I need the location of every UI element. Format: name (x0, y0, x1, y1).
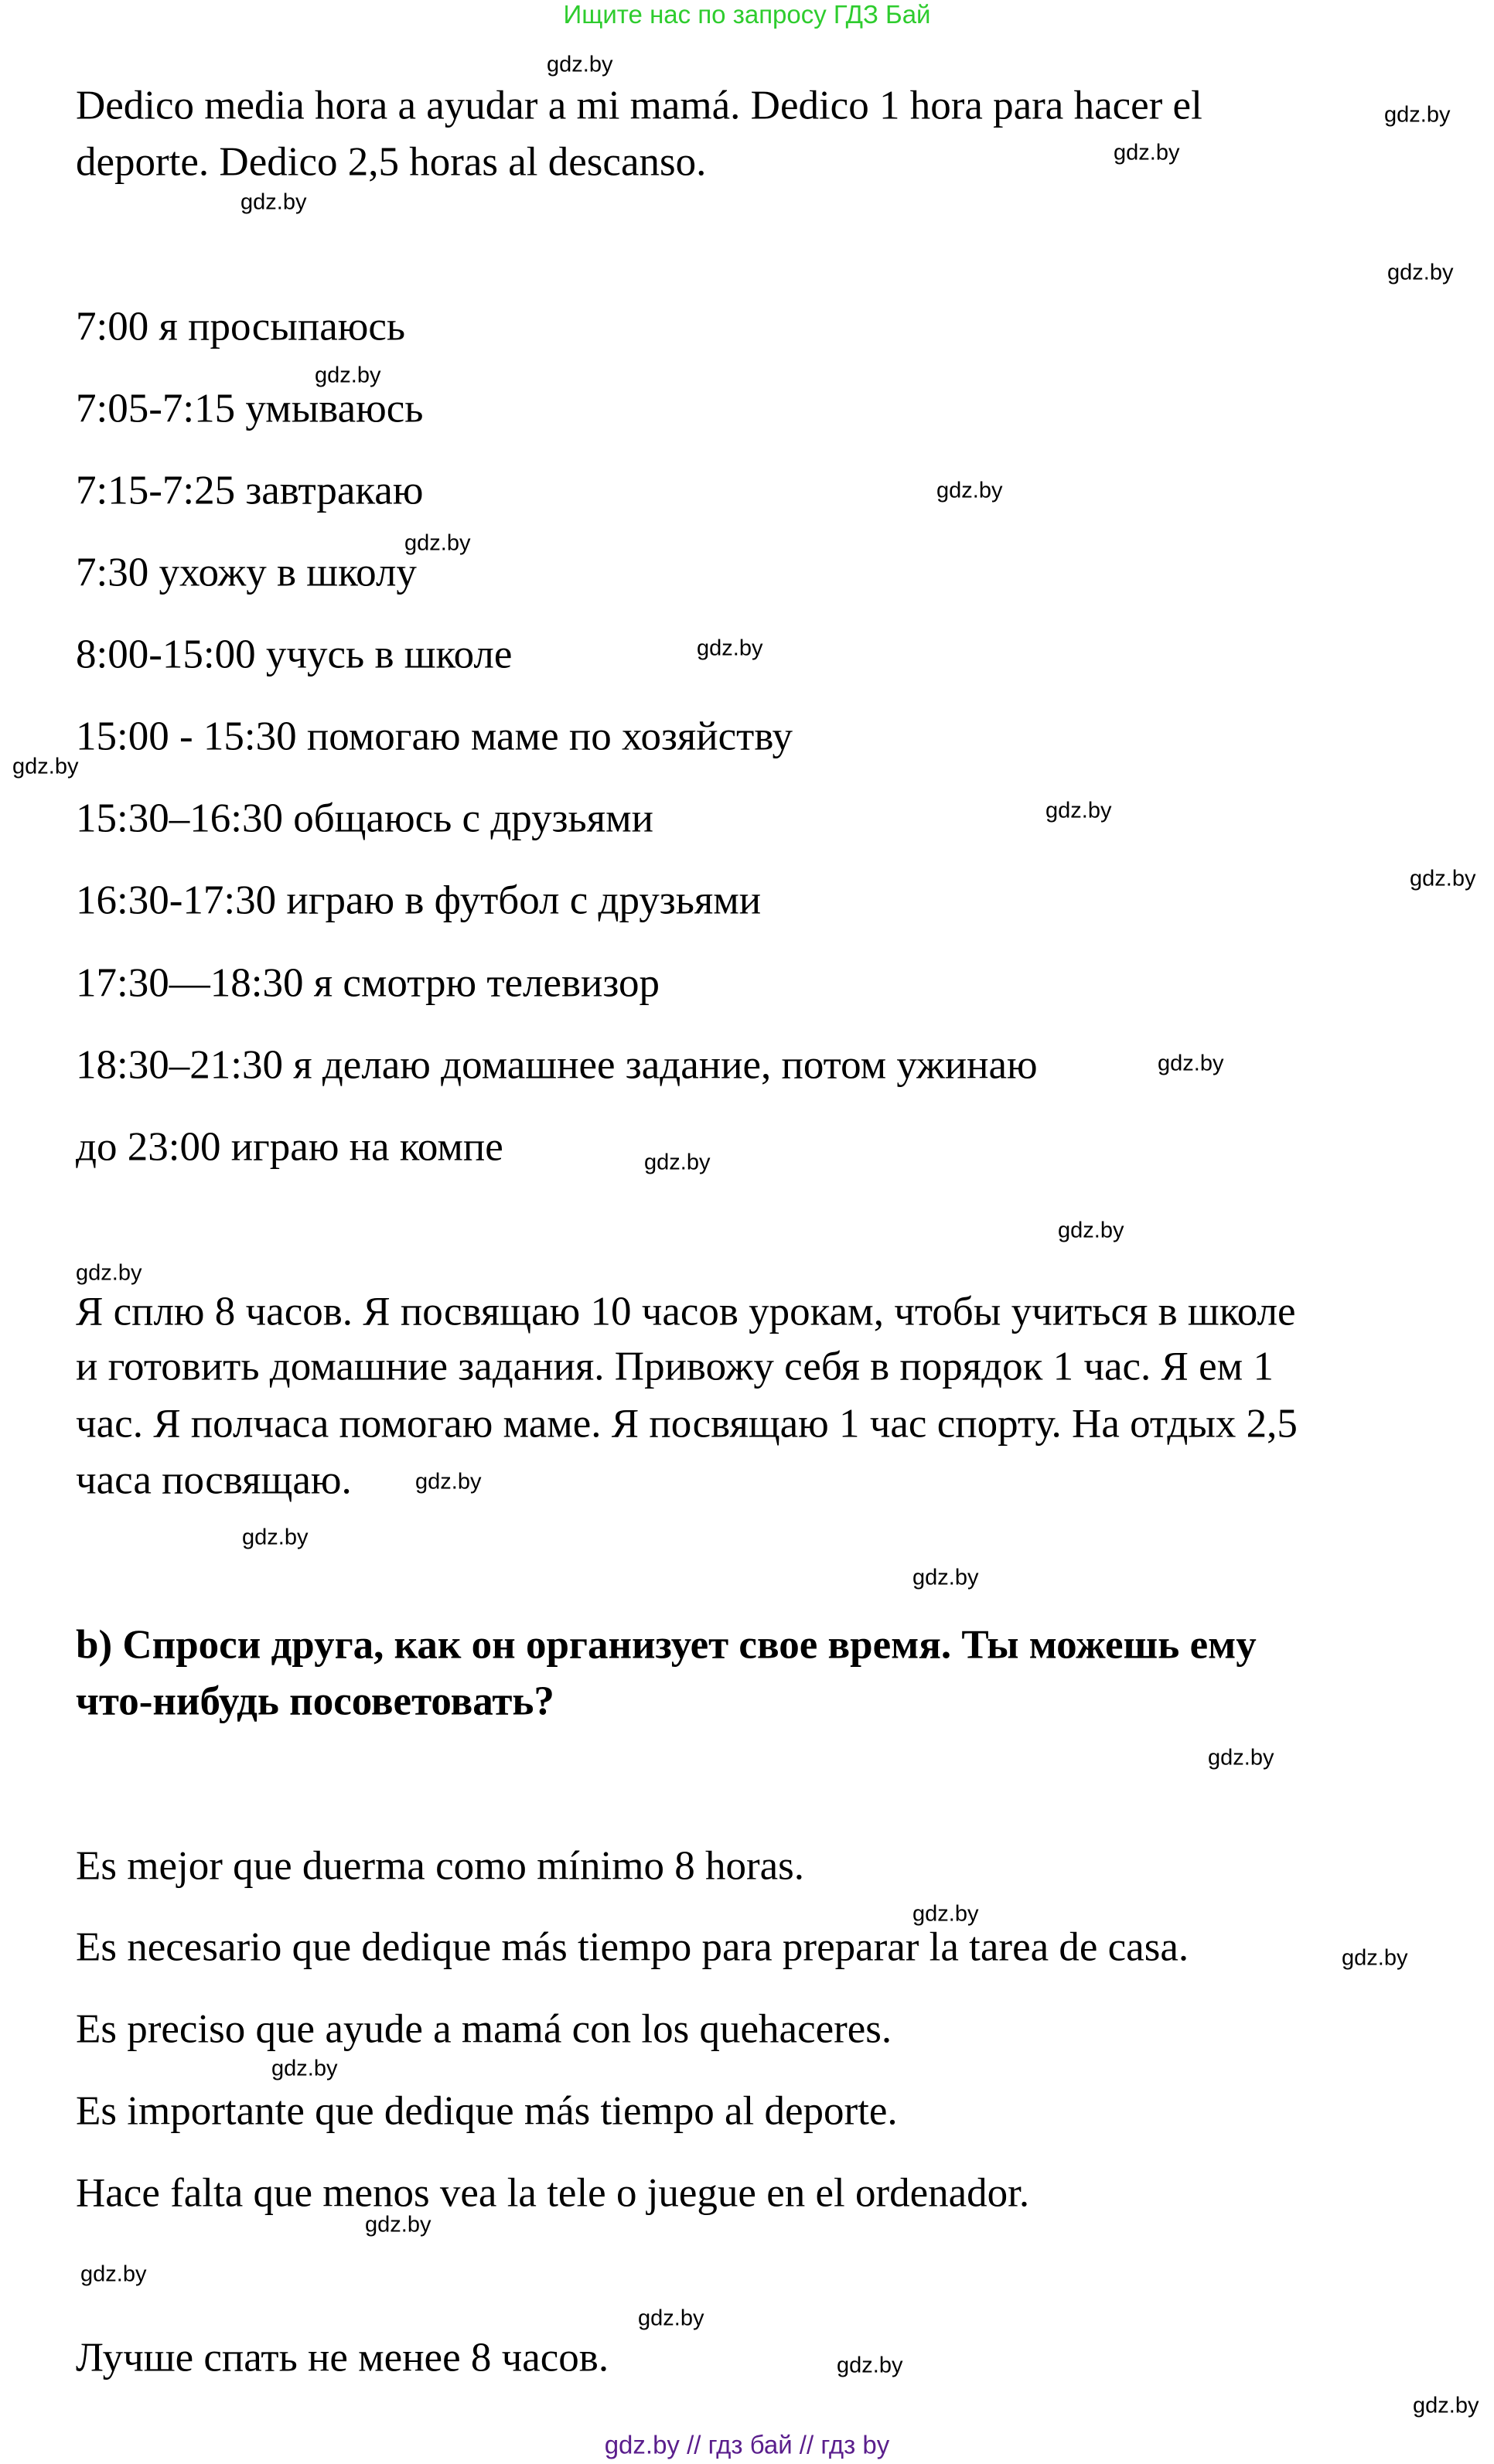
watermark: gdz.by (80, 2261, 147, 2287)
watermark: gdz.by (415, 1469, 482, 1494)
intro-line-1: Dedico media hora a ayudar a mi mamá. Dedico 1 hora para hacer el (76, 83, 1202, 128)
schedule-item: до 23:00 играю на компе (76, 1124, 503, 1170)
watermark: gdz.by (638, 2306, 704, 2331)
watermark: gdz.by (1387, 260, 1454, 285)
schedule-item: 7:00 я просыпаюсь (76, 304, 406, 349)
task-b-heading-line-2: что-нибудь посоветовать? (76, 1678, 554, 1724)
watermark: gdz.by (404, 530, 471, 556)
watermark: gdz.by (365, 2212, 431, 2237)
advice-es-item: Es preciso que ayude a mamá con los quehaceres. (76, 2006, 892, 2052)
ru-paragraph-line-4: часа посвящаю. (76, 1457, 352, 1503)
watermark: gdz.by (1058, 1218, 1124, 1243)
watermark: gdz.by (1342, 1945, 1408, 1971)
ru-paragraph-line-1: Я сплю 8 часов. Я посвящаю 10 часов урокам, чтобы учиться в школе (76, 1289, 1296, 1334)
watermark: gdz.by (936, 478, 1003, 503)
watermark: gdz.by (1114, 140, 1180, 165)
advice-ru-item: Лучше спать не менее 8 часов. (76, 2335, 609, 2381)
footer-links[interactable]: gdz.by // гдз бай // гдз by (604, 2430, 890, 2459)
schedule-item: 7:30 ухожу в школу (76, 550, 417, 595)
advice-es-item: Hace falta que menos vea la tele o juegue en el ordenador. (76, 2170, 1030, 2216)
watermark: gdz.by (271, 2056, 338, 2081)
watermark: gdz.by (547, 52, 613, 77)
schedule-item: 18:30–21:30 я делаю домашнее задание, потом ужинаю (76, 1042, 1038, 1088)
advice-es-item: Es necesario que dedique más tiempo para preparar la tarea de casa. (76, 1924, 1189, 1970)
schedule-item: 15:00 - 15:30 помогаю маме по хозяйству (76, 714, 793, 759)
ru-paragraph-line-3: час. Я полчаса помогаю маме. Я посвящаю 1 час спорту. На отдых 2,5 (76, 1401, 1298, 1447)
watermark: gdz.by (1158, 1051, 1224, 1076)
advice-es-item: Es mejor que duerma como mínimo 8 horas. (76, 1843, 805, 1889)
watermark: gdz.by (837, 2353, 903, 2378)
schedule-item: 15:30–16:30 общаюсь с друзьями (76, 796, 653, 841)
watermark: gdz.by (644, 1150, 711, 1175)
watermark: gdz.by (912, 1901, 979, 1927)
watermark: gdz.by (315, 363, 381, 388)
watermark: gdz.by (242, 1525, 309, 1550)
watermark: gdz.by (240, 189, 307, 215)
schedule-item: 7:15-7:25 завтракаю (76, 468, 424, 513)
schedule-item: 16:30-17:30 играю в футбол с друзьями (76, 878, 762, 923)
watermark: gdz.by (1045, 798, 1112, 823)
watermark: gdz.by (76, 1260, 142, 1286)
schedule-item: 8:00-15:00 учусь в школе (76, 632, 513, 677)
intro-line-2: deporte. Dedico 2,5 horas al descanso. (76, 139, 707, 185)
watermark: gdz.by (12, 754, 79, 779)
advice-es-item: Es importante que dedique más tiempo al deporte. (76, 2088, 898, 2134)
watermark: gdz.by (912, 1565, 979, 1590)
watermark: gdz.by (1413, 2393, 1479, 2418)
watermark: gdz.by (1208, 1745, 1274, 1770)
ru-paragraph-line-2: и готовить домашние задания. Привожу себя в порядок 1 час. Я ем 1 (76, 1344, 1274, 1389)
watermark: gdz.by (1410, 866, 1476, 891)
schedule-item: 17:30—18:30 я смотрю телевизор (76, 960, 660, 1006)
watermark: gdz.by (697, 636, 763, 661)
task-b-heading-line-1: b) Спроси друга, как он организует свое время. Ты можешь ему (76, 1622, 1257, 1668)
schedule-item: 7:05-7:15 умываюсь (76, 386, 424, 431)
watermark: gdz.by (1384, 102, 1451, 128)
header-banner[interactable]: Ищите нас по запросу ГДЗ Бай (563, 0, 931, 29)
